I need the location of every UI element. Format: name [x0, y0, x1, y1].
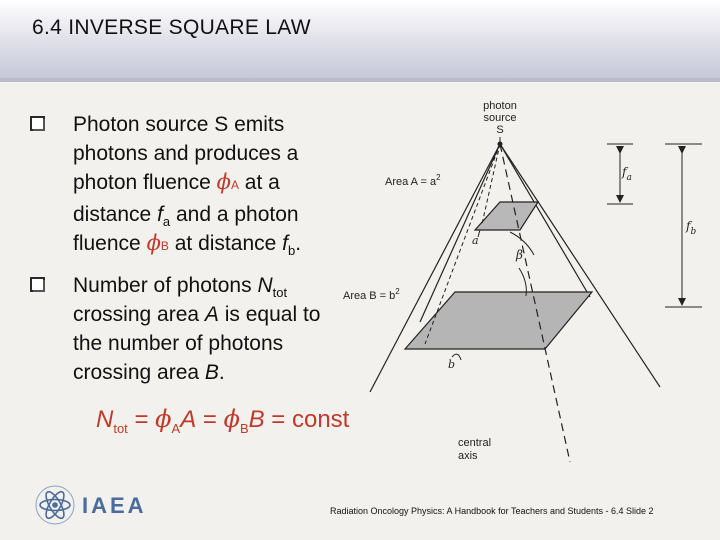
- iaea-logo: [30, 480, 160, 530]
- svg-text:β: β: [516, 248, 523, 262]
- svg-text:a: a: [472, 234, 479, 247]
- header-divider: [0, 78, 720, 82]
- checkbox-bullet-icon: [30, 116, 46, 132]
- fa-label: $f_a$: [622, 165, 632, 183]
- area-a-label: Area $A = a^2$: [385, 173, 441, 188]
- bullet-2-text: Number of photons $N_{tot}$ crossing area A is equal to the number of photons crossing area B.: [73, 274, 321, 384]
- footer-citation: Radiation Oncology Physics: A Handbook for Teachers and Students - 6.4 Slide 2: [330, 506, 654, 516]
- area-b-label: Area $B = b^2$: [343, 287, 400, 302]
- central-axis-label: [458, 437, 491, 462]
- inverse-square-diagram: [330, 92, 710, 477]
- fb-dimension: [665, 144, 702, 307]
- bullet-1-text: Photon source S emits photons and produces a photon fluence ϕA at a distance $f_a$ and a photon fluence ϕB at distance $f_b$.: [73, 113, 302, 259]
- svg-text:b: b: [448, 358, 456, 371]
- slide-title: 6.4 INVERSE SQUARE LAW: [32, 16, 311, 39]
- area-a-square: [475, 202, 538, 230]
- svg-text:photon: photon: [483, 100, 517, 112]
- atom-icon: [36, 486, 74, 524]
- source-label: [483, 100, 517, 136]
- fb-label: $f_b$: [686, 219, 697, 237]
- area-b-square: [405, 292, 592, 349]
- svg-text:central: central: [458, 437, 492, 449]
- svg-text:IAEA: IAEA: [82, 493, 147, 518]
- svg-text:axis: axis: [458, 450, 478, 462]
- svg-text:source: source: [483, 112, 517, 124]
- svg-text:S: S: [496, 124, 504, 136]
- inverse-square-formula: $N_{tot} = \phi_AA = \phi_BB$ = const: [96, 405, 350, 436]
- checkbox-bullet-icon: [30, 277, 46, 293]
